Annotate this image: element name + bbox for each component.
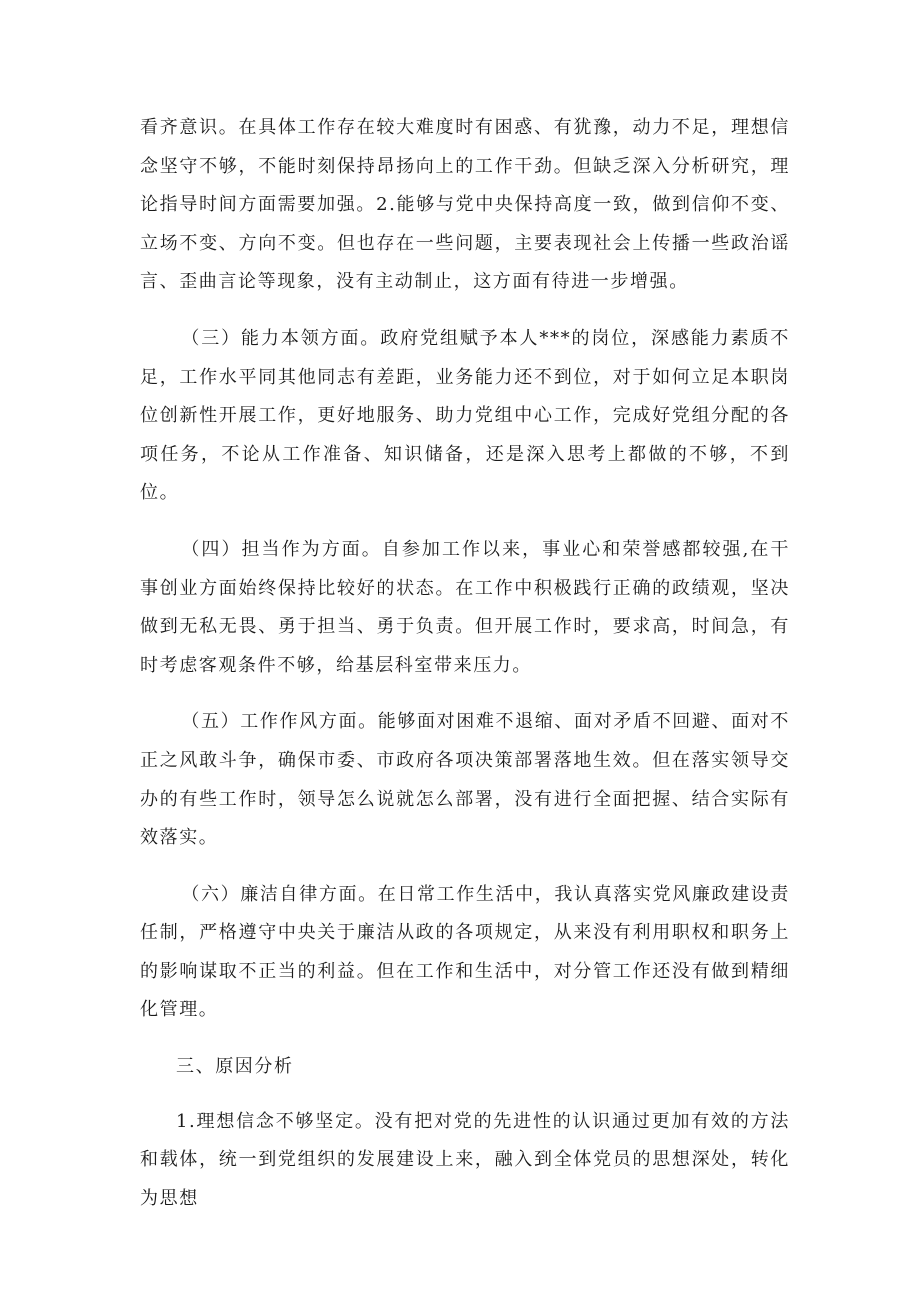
paragraph-integrity: （六）廉洁自律方面。在日常工作生活中，我认真落实党风廉政建设责任制，严格遵守中央关于廉洁从政的各项规定，从来没有利用职权和职务上的影响谋取不正当的利益。但在工作和生活中，对分管工作还没有做到精细化管理。 xyxy=(140,883,790,1021)
paragraph-work-style: （五）工作作风方面。能够面对困难不退缩、面对矛盾不回避、面对不正之风敢斗争，确保市委、市政府各项决策部署落地生效。但在落实领导交办的有些工作时，领导怎么说就怎么部署，没有进行全面把握、结合实际有效落实。 xyxy=(140,711,790,849)
document-page xyxy=(140,109,790,1234)
section-heading-cause-analysis: 三、原因分析 xyxy=(176,1056,294,1078)
paragraph-ideals-beliefs: 1.理想信念不够坚定。没有把对党的先进性的认识通过更加有效的方法和载体，统一到党组织的发展建设上来，融入到全体党员的思想深处，转化为思想 xyxy=(140,1110,790,1209)
paragraph-ability: （三）能力本领方面。政府党组赋予本人***的岗位，深感能力素质不足，工作水平同其他同志有差距，业务能力还不到位，对于如何立足本职岗位创新性开展工作，更好地服务、助力党组中心工作，完成好党组分配的各项任务，不论从工作准备、知识储备，还是深入思考上都做的不够，不到位。 xyxy=(140,327,790,504)
paragraph-political-awareness: 看齐意识。在具体工作存在较大难度时有困惑、有犹豫，动力不足，理想信念坚守不够，不能时刻保持昂扬向上的工作干劲。但缺乏深入分析研究，理论指导时间方面需要加强。2.能够与党中央保持高度一致，做到信仰不变、立场不变、方向不变。但也存在一些问题，主要表现社会上传播一些政治谣言、歪曲言论等现象，没有主动制止，这方面有待进一步增强。 xyxy=(140,117,790,293)
paragraph-responsibility: （四）担当作为方面。自参加工作以来，事业心和荣誉感都较强,在干事创业方面始终保持比较好的状态。在工作中积极践行正确的政绩观，坚决做到无私无畏、勇于担当、勇于负责。但开展工作时，要求高，时间急，有时考虑客观条件不够，给基层科室带来压力。 xyxy=(140,538,790,676)
